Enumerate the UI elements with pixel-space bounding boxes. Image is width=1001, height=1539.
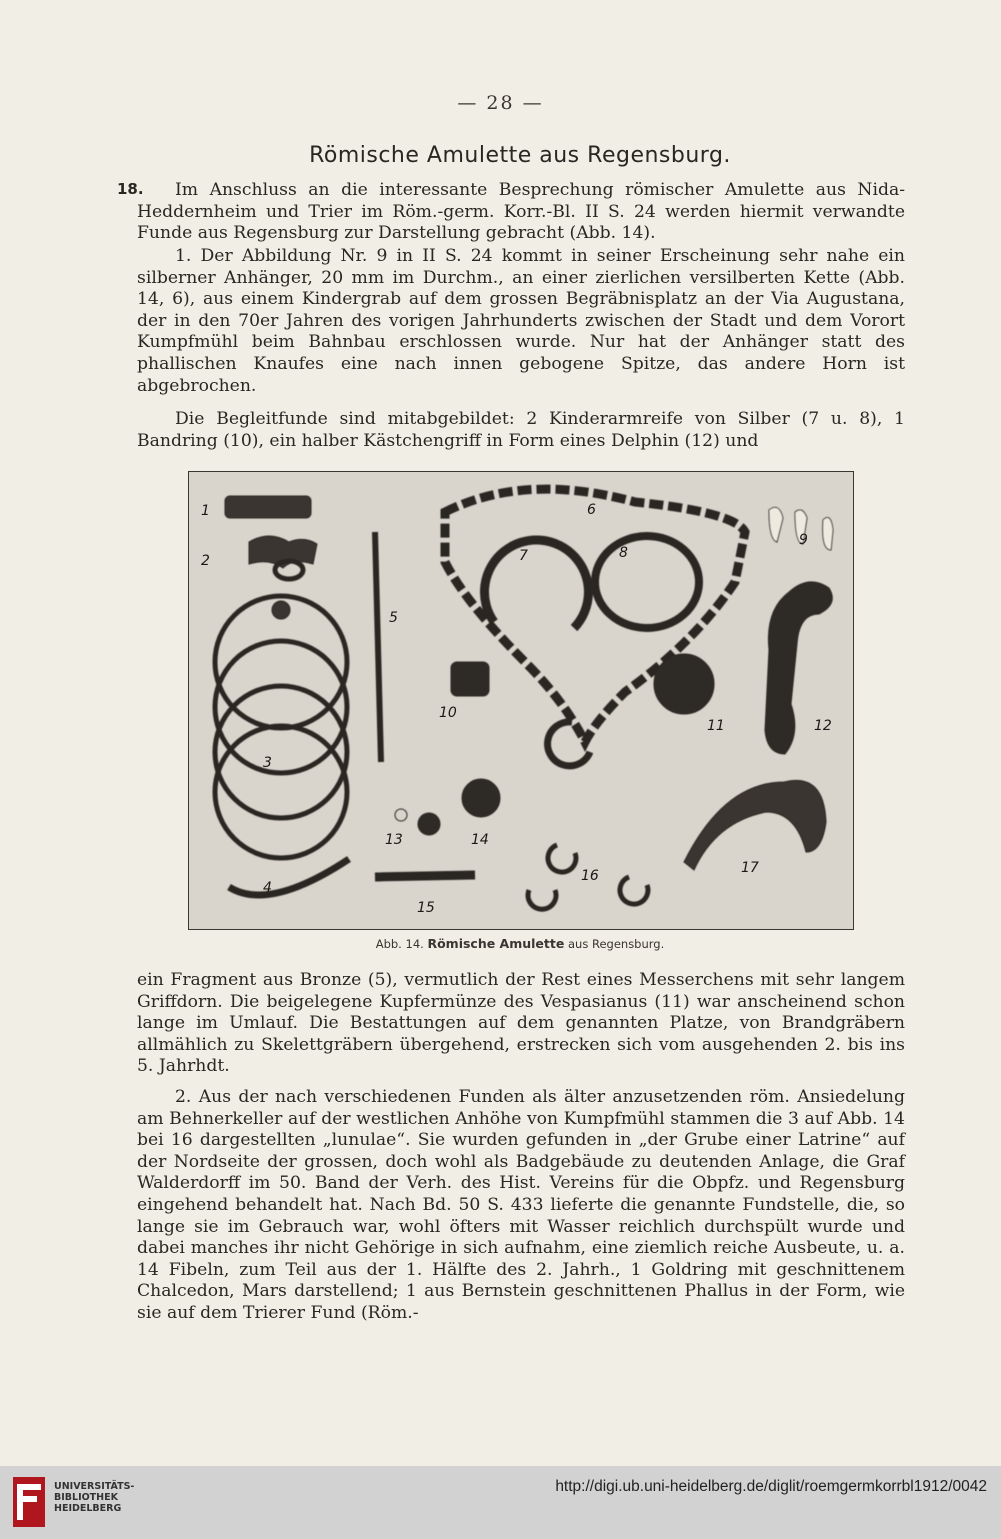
paragraph-intro xyxy=(137,180,905,245)
paragraph-1 xyxy=(137,246,905,397)
object-14 xyxy=(462,779,500,817)
object-1 xyxy=(225,496,311,518)
paragraph-text: Im Anschluss an die interessante Besprechung römischer Amulette aus Nida-Heddernheim und Trier im Röm.-germ. Korr.-Bl. II S. 24 werden hiermit verwandte Funde aus Regensburg zur Darstellung gebracht (Abb. 14). xyxy=(137,180,905,244)
figure-label: 15 xyxy=(417,900,435,916)
object-11 xyxy=(654,654,714,714)
object-15 xyxy=(375,875,475,877)
library-name: UNIVERSITÄTS- BIBLIOTHEK HEIDELBERG xyxy=(54,1481,135,1514)
object-13 xyxy=(418,813,440,835)
figure-label: 5 xyxy=(389,610,398,626)
figure-label: 10 xyxy=(439,705,457,721)
figure-label: 16 xyxy=(581,868,599,884)
figure-label: 13 xyxy=(385,832,403,848)
figure-label: 6 xyxy=(587,502,596,518)
paragraph-text: Die Begleitfunde sind mitabgebildet: 2 Kinderarmreife von Silber (7 u. 8), 1 Bandring (10), ein halber Kästchengriff in Form eines Delphin (12) und xyxy=(137,409,905,451)
paragraph-text: 1. Der Abbildung Nr. 9 in II S. 24 kommt in seiner Erscheinung sehr nahe ein silberner Anhänger, 20 mm im Durchm., an einer zierlichen versilberten Kette (Abb. 14, 6), aus einem Kindergrab auf dem grossen Begräbnisplatz an der Via Augustana, der in den 70er Jahren des vorigen Jahrhunderts zwischen der Stadt und dem Vorort Kumpfmühl beim Bahnbau erschlossen wurde. Nur hat der Anhänger statt des phallischen Knaufes eine nach innen gebogene Spitze, das andere Horn ist abgebrochen. xyxy=(137,246,905,396)
amulet-photo-drawing xyxy=(189,472,854,930)
digitization-footer xyxy=(0,1466,1001,1539)
figure-label: 4 xyxy=(263,880,272,896)
figure-caption xyxy=(0,936,1001,951)
library-logo-icon xyxy=(12,1476,46,1528)
article-title: Römische Amulette aus Regensburg. xyxy=(309,143,731,168)
caption-bold: Römische Amulette xyxy=(427,936,565,951)
figure-label: 9 xyxy=(799,532,808,548)
page-number: — 28 — xyxy=(457,92,544,114)
caption-prefix: Abb. 14. xyxy=(375,937,424,951)
paragraph-begleitfunde xyxy=(137,409,905,452)
amulet-photograph xyxy=(188,471,854,930)
paragraph-2 xyxy=(137,1087,905,1325)
paragraph-text: ein Fragment aus Bronze (5), vermutlich der Rest eines Messerchens mit sehr langem Griffdorn. Die beigelegene Kupfermünze des Vespasianus (11) war anscheinend schon lange im Umlauf. Die Bestattungen auf dem genannten Platze, von Brandgräbern allmählich zu Skelettgräbern übergehend, erstrecken sich vom ausgehenden 2. bis ins 5. Jahrhdt. xyxy=(137,970,905,1077)
figure-label: 8 xyxy=(619,545,628,561)
figure-label: 7 xyxy=(519,548,528,564)
figure-label: 11 xyxy=(707,718,725,734)
caption-suffix: aus Regensburg. xyxy=(568,937,665,951)
figure-label: 12 xyxy=(814,718,832,734)
paragraph-continued xyxy=(137,970,905,1078)
figure-label: 3 xyxy=(263,755,272,771)
source-url-link[interactable]: http://digi.ub.uni-heidelberg.de/diglit/roemgermkorrbl1912/0042 xyxy=(555,1478,987,1495)
paragraph-text: 2. Aus der nach verschiedenen Funden als älter anzusetzenden röm. Ansiedelung am Behnerkeller auf der westlichen Anhöhe von Kumpfmühl stammen die 3 auf Abb. 14 bei 16 dargestellten „lunulae“. Sie wurden gefunden in „der Grube einer Latrine“ auf der Nordseite der grossen, doch wohl als Badgebäude zu deutenden Anlage, die Graf Walderdorff im 50. Band der Verh. des Hist. Vereins für die Obpfz. und Regensburg eingehend behandelt hat. Nach Bd. 50 S. 433 lieferte die genannte Fundstelle, die, so lange sie im Gebrauch war, wohl öfters mit Wasser reichlich durchspült wurde und dabei manches ihr nicht Gehörige in sich aufnahm, eine ziemlich reiche Ausbeute, u. a. 14 Fibeln, zum Teil aus der 1. Hälfte des 2. Jahrh., 1 Goldring mit geschnittenem Chalcedon, Mars darstellend; 1 aus Bernstein geschnittenen Phallus in der Form, wie sie auf dem Trierer Fund (Röm.- xyxy=(137,1087,905,1323)
figure-label: 14 xyxy=(471,832,489,848)
section-number: 18. xyxy=(117,180,144,198)
figure-label: 17 xyxy=(741,860,759,876)
figure-label: 2 xyxy=(201,553,210,569)
object-10 xyxy=(451,662,489,696)
figure-label: 1 xyxy=(201,503,210,519)
